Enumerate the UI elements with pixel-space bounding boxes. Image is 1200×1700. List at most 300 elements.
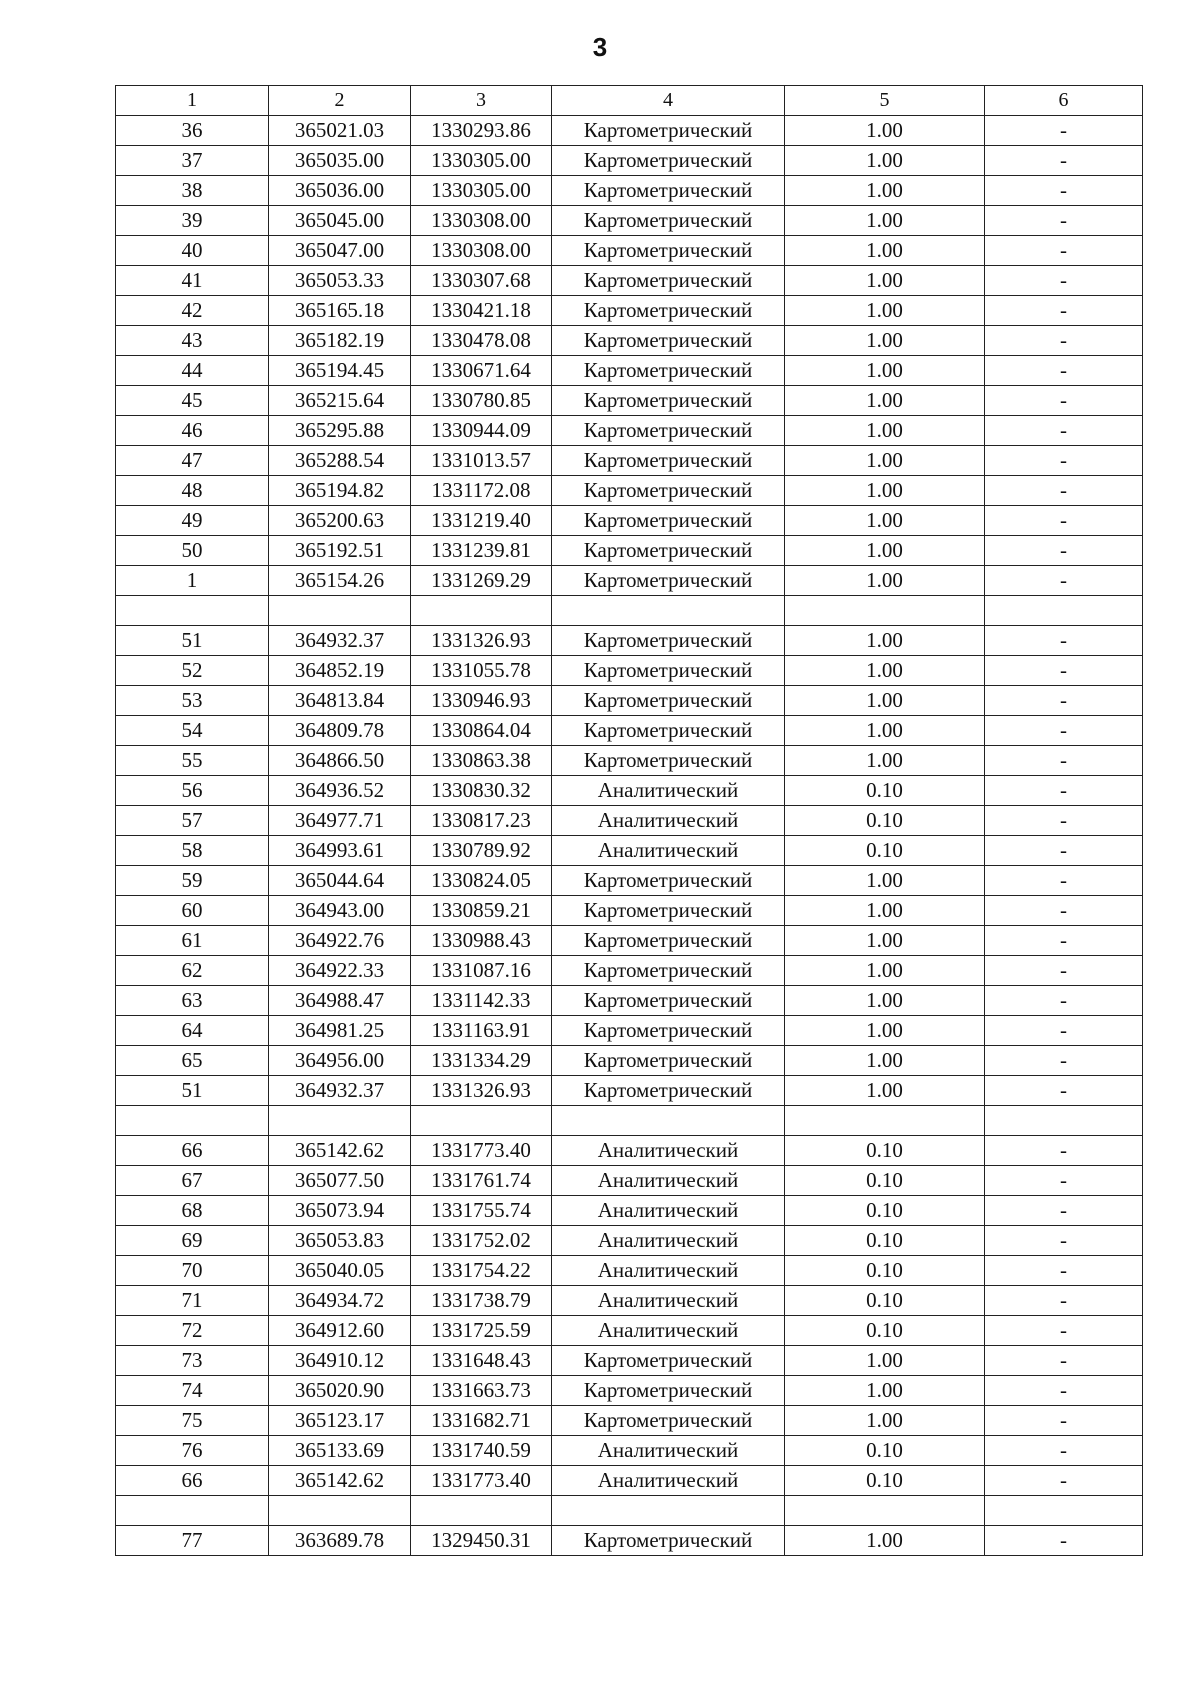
x-coordinate-cell: 365200.63: [269, 506, 411, 536]
y-coordinate-cell: 1330859.21: [411, 896, 552, 926]
table-row: [116, 176, 1143, 206]
point-number-cell: 64: [116, 1016, 269, 1046]
note-cell: [985, 596, 1143, 626]
method-cell: Картометрический: [552, 1526, 785, 1556]
point-number-cell: [116, 1496, 269, 1526]
accuracy-cell: 1.00: [785, 146, 985, 176]
x-coordinate-cell: 364922.76: [269, 926, 411, 956]
point-number-cell: 51: [116, 626, 269, 656]
method-cell: Картометрический: [552, 1076, 785, 1106]
x-coordinate-cell: 365073.94: [269, 1196, 411, 1226]
note-cell: -: [985, 836, 1143, 866]
y-coordinate-cell: 1330421.18: [411, 296, 552, 326]
note-cell: -: [985, 116, 1143, 146]
note-cell: -: [985, 1316, 1143, 1346]
point-number-cell: 75: [116, 1406, 269, 1436]
x-coordinate-cell: 364809.78: [269, 716, 411, 746]
note-cell: -: [985, 626, 1143, 656]
method-cell: Аналитический: [552, 1136, 785, 1166]
method-cell: Картометрический: [552, 626, 785, 656]
x-coordinate-cell: 365133.69: [269, 1436, 411, 1466]
y-coordinate-cell: 1331773.40: [411, 1136, 552, 1166]
y-coordinate-cell: 1329450.31: [411, 1526, 552, 1556]
table-row: [116, 236, 1143, 266]
table-row: [116, 1076, 1143, 1106]
y-coordinate-cell: 1330780.85: [411, 386, 552, 416]
accuracy-cell: 1.00: [785, 236, 985, 266]
method-cell: Картометрический: [552, 446, 785, 476]
column-header-6: 6: [985, 86, 1143, 116]
table-row: [116, 1046, 1143, 1076]
accuracy-cell: 1.00: [785, 356, 985, 386]
y-coordinate-cell: 1331773.40: [411, 1466, 552, 1496]
x-coordinate-cell: 364910.12: [269, 1346, 411, 1376]
y-coordinate-cell: 1330946.93: [411, 686, 552, 716]
y-coordinate-cell: [411, 1106, 552, 1136]
x-coordinate-cell: 364922.33: [269, 956, 411, 986]
accuracy-cell: 1.00: [785, 626, 985, 656]
method-cell: Картометрический: [552, 1016, 785, 1046]
point-number-cell: 65: [116, 1046, 269, 1076]
y-coordinate-cell: 1330305.00: [411, 146, 552, 176]
method-cell: Аналитический: [552, 1286, 785, 1316]
table-row: [116, 356, 1143, 386]
point-number-cell: 47: [116, 446, 269, 476]
x-coordinate-cell: 364852.19: [269, 656, 411, 686]
note-cell: -: [985, 986, 1143, 1016]
method-cell: Картометрический: [552, 416, 785, 446]
y-coordinate-cell: 1330824.05: [411, 866, 552, 896]
table-row: [116, 1466, 1143, 1496]
method-cell: Картометрический: [552, 986, 785, 1016]
x-coordinate-cell: 365215.64: [269, 386, 411, 416]
table-row: [116, 776, 1143, 806]
x-coordinate-cell: 365165.18: [269, 296, 411, 326]
note-cell: -: [985, 296, 1143, 326]
table-body: [116, 116, 1143, 1556]
note-cell: -: [985, 1226, 1143, 1256]
x-coordinate-cell: [269, 596, 411, 626]
accuracy-cell: 0.10: [785, 1136, 985, 1166]
point-number-cell: 60: [116, 896, 269, 926]
accuracy-cell: 0.10: [785, 776, 985, 806]
x-coordinate-cell: 365047.00: [269, 236, 411, 266]
accuracy-cell: 1.00: [785, 416, 985, 446]
accuracy-cell: 0.10: [785, 1226, 985, 1256]
method-cell: Картометрический: [552, 116, 785, 146]
table-row: [116, 1526, 1143, 1556]
method-cell: Аналитический: [552, 1436, 785, 1466]
table-header-row: [116, 86, 1143, 116]
accuracy-cell: [785, 596, 985, 626]
point-number-cell: 59: [116, 866, 269, 896]
table-row: [116, 1346, 1143, 1376]
note-cell: -: [985, 866, 1143, 896]
x-coordinate-cell: 365194.45: [269, 356, 411, 386]
y-coordinate-cell: [411, 1496, 552, 1526]
method-cell: Картометрический: [552, 866, 785, 896]
accuracy-cell: 0.10: [785, 1316, 985, 1346]
table-row: [116, 1166, 1143, 1196]
note-cell: -: [985, 1136, 1143, 1166]
note-cell: -: [985, 266, 1143, 296]
method-cell: Картометрический: [552, 266, 785, 296]
accuracy-cell: 0.10: [785, 1466, 985, 1496]
x-coordinate-cell: 365044.64: [269, 866, 411, 896]
point-number-cell: 71: [116, 1286, 269, 1316]
coordinates-table: [115, 85, 1143, 1556]
column-header-5: 5: [785, 86, 985, 116]
accuracy-cell: 1.00: [785, 716, 985, 746]
note-cell: -: [985, 896, 1143, 926]
method-cell: [552, 596, 785, 626]
note-cell: -: [985, 806, 1143, 836]
x-coordinate-cell: 365020.90: [269, 1376, 411, 1406]
accuracy-cell: 1.00: [785, 296, 985, 326]
point-number-cell: 55: [116, 746, 269, 776]
point-number-cell: 43: [116, 326, 269, 356]
point-number-cell: 53: [116, 686, 269, 716]
table-row: [116, 416, 1143, 446]
point-number-cell: 50: [116, 536, 269, 566]
point-number-cell: 70: [116, 1256, 269, 1286]
y-coordinate-cell: 1331163.91: [411, 1016, 552, 1046]
method-cell: [552, 1106, 785, 1136]
x-coordinate-cell: 365077.50: [269, 1166, 411, 1196]
note-cell: -: [985, 926, 1143, 956]
method-cell: Картометрический: [552, 296, 785, 326]
accuracy-cell: 1.00: [785, 476, 985, 506]
y-coordinate-cell: 1330308.00: [411, 206, 552, 236]
note-cell: -: [985, 1016, 1143, 1046]
x-coordinate-cell: 365194.82: [269, 476, 411, 506]
note-cell: -: [985, 1166, 1143, 1196]
column-header-3: 3: [411, 86, 552, 116]
x-coordinate-cell: [269, 1106, 411, 1136]
method-cell: Аналитический: [552, 1166, 785, 1196]
method-cell: Картометрический: [552, 386, 785, 416]
note-cell: -: [985, 506, 1143, 536]
accuracy-cell: 1.00: [785, 566, 985, 596]
method-cell: Картометрический: [552, 236, 785, 266]
accuracy-cell: 1.00: [785, 386, 985, 416]
table-row: [116, 1256, 1143, 1286]
point-number-cell: 56: [116, 776, 269, 806]
note-cell: -: [985, 1346, 1143, 1376]
y-coordinate-cell: [411, 596, 552, 626]
accuracy-cell: 1.00: [785, 176, 985, 206]
point-number-cell: 68: [116, 1196, 269, 1226]
accuracy-cell: 0.10: [785, 836, 985, 866]
accuracy-cell: 1.00: [785, 746, 985, 776]
accuracy-cell: 1.00: [785, 1346, 985, 1376]
table-row: [116, 626, 1143, 656]
point-number-cell: 52: [116, 656, 269, 686]
point-number-cell: [116, 596, 269, 626]
accuracy-cell: 1.00: [785, 1016, 985, 1046]
method-cell: Аналитический: [552, 1316, 785, 1346]
accuracy-cell: 1.00: [785, 1046, 985, 1076]
point-number-cell: 54: [116, 716, 269, 746]
point-number-cell: 44: [116, 356, 269, 386]
y-coordinate-cell: 1331334.29: [411, 1046, 552, 1076]
table-row: [116, 656, 1143, 686]
y-coordinate-cell: 1330307.68: [411, 266, 552, 296]
note-cell: -: [985, 716, 1143, 746]
table-row: [116, 536, 1143, 566]
method-cell: Картометрический: [552, 1346, 785, 1376]
method-cell: Картометрический: [552, 566, 785, 596]
table-row: [116, 746, 1143, 776]
method-cell: Картометрический: [552, 536, 785, 566]
table-row: [116, 266, 1143, 296]
x-coordinate-cell: 365154.26: [269, 566, 411, 596]
accuracy-cell: 1.00: [785, 1076, 985, 1106]
table-separator-row: [116, 1496, 1143, 1526]
x-coordinate-cell: 365021.03: [269, 116, 411, 146]
accuracy-cell: 1.00: [785, 1526, 985, 1556]
point-number-cell: 67: [116, 1166, 269, 1196]
accuracy-cell: 1.00: [785, 656, 985, 686]
point-number-cell: 46: [116, 416, 269, 446]
y-coordinate-cell: 1330293.86: [411, 116, 552, 146]
method-cell: Картометрический: [552, 506, 785, 536]
accuracy-cell: 1.00: [785, 896, 985, 926]
method-cell: Картометрический: [552, 926, 785, 956]
accuracy-cell: 1.00: [785, 116, 985, 146]
method-cell: Картометрический: [552, 176, 785, 206]
method-cell: Картометрический: [552, 686, 785, 716]
y-coordinate-cell: 1330830.32: [411, 776, 552, 806]
y-coordinate-cell: 1331761.74: [411, 1166, 552, 1196]
y-coordinate-cell: 1331752.02: [411, 1226, 552, 1256]
x-coordinate-cell: 364912.60: [269, 1316, 411, 1346]
y-coordinate-cell: 1331755.74: [411, 1196, 552, 1226]
note-cell: -: [985, 1196, 1143, 1226]
y-coordinate-cell: 1331055.78: [411, 656, 552, 686]
y-coordinate-cell: 1331172.08: [411, 476, 552, 506]
accuracy-cell: 1.00: [785, 1376, 985, 1406]
y-coordinate-cell: 1331219.40: [411, 506, 552, 536]
point-number-cell: 48: [116, 476, 269, 506]
table-row: [116, 146, 1143, 176]
y-coordinate-cell: 1331239.81: [411, 536, 552, 566]
method-cell: Картометрический: [552, 716, 785, 746]
table-row: [116, 1196, 1143, 1226]
method-cell: Картометрический: [552, 1046, 785, 1076]
point-number-cell: 66: [116, 1136, 269, 1166]
point-number-cell: 61: [116, 926, 269, 956]
table-row: [116, 836, 1143, 866]
accuracy-cell: 1.00: [785, 446, 985, 476]
note-cell: -: [985, 956, 1143, 986]
note-cell: -: [985, 176, 1143, 206]
point-number-cell: 69: [116, 1226, 269, 1256]
y-coordinate-cell: 1330308.00: [411, 236, 552, 266]
method-cell: Картометрический: [552, 1376, 785, 1406]
x-coordinate-cell: 365045.00: [269, 206, 411, 236]
y-coordinate-cell: 1331738.79: [411, 1286, 552, 1316]
note-cell: -: [985, 206, 1143, 236]
point-number-cell: 37: [116, 146, 269, 176]
page-number: 3: [592, 32, 608, 62]
point-number-cell: 63: [116, 986, 269, 1016]
y-coordinate-cell: 1330988.43: [411, 926, 552, 956]
accuracy-cell: 1.00: [785, 536, 985, 566]
point-number-cell: 72: [116, 1316, 269, 1346]
accuracy-cell: 0.10: [785, 1196, 985, 1226]
method-cell: Картометрический: [552, 146, 785, 176]
method-cell: Аналитический: [552, 776, 785, 806]
x-coordinate-cell: [269, 1496, 411, 1526]
note-cell: [985, 1496, 1143, 1526]
point-number-cell: 66: [116, 1466, 269, 1496]
note-cell: -: [985, 1376, 1143, 1406]
x-coordinate-cell: 364932.37: [269, 1076, 411, 1106]
x-coordinate-cell: 364934.72: [269, 1286, 411, 1316]
note-cell: -: [985, 416, 1143, 446]
y-coordinate-cell: 1330944.09: [411, 416, 552, 446]
method-cell: Картометрический: [552, 746, 785, 776]
table-row: [116, 476, 1143, 506]
table-row: [116, 326, 1143, 356]
accuracy-cell: 1.00: [785, 206, 985, 236]
x-coordinate-cell: 365053.83: [269, 1226, 411, 1256]
y-coordinate-cell: 1330305.00: [411, 176, 552, 206]
table-row: [116, 1376, 1143, 1406]
y-coordinate-cell: 1331663.73: [411, 1376, 552, 1406]
note-cell: -: [985, 656, 1143, 686]
accuracy-cell: 1.00: [785, 326, 985, 356]
note-cell: [985, 1106, 1143, 1136]
note-cell: -: [985, 566, 1143, 596]
note-cell: -: [985, 1436, 1143, 1466]
x-coordinate-cell: 365040.05: [269, 1256, 411, 1286]
point-number-cell: 40: [116, 236, 269, 266]
note-cell: -: [985, 236, 1143, 266]
accuracy-cell: 1.00: [785, 506, 985, 536]
point-number-cell: 36: [116, 116, 269, 146]
point-number-cell: [116, 1106, 269, 1136]
coordinates-table-wrapper: [115, 85, 1143, 1556]
table-separator-row: [116, 1106, 1143, 1136]
y-coordinate-cell: 1330478.08: [411, 326, 552, 356]
table-row: [116, 1406, 1143, 1436]
y-coordinate-cell: 1331013.57: [411, 446, 552, 476]
note-cell: -: [985, 386, 1143, 416]
x-coordinate-cell: 364956.00: [269, 1046, 411, 1076]
table-row: [116, 1286, 1143, 1316]
x-coordinate-cell: 364977.71: [269, 806, 411, 836]
y-coordinate-cell: 1331648.43: [411, 1346, 552, 1376]
table-row: [116, 686, 1143, 716]
table-row: [116, 866, 1143, 896]
y-coordinate-cell: 1331740.59: [411, 1436, 552, 1466]
point-number-cell: 76: [116, 1436, 269, 1466]
accuracy-cell: [785, 1106, 985, 1136]
x-coordinate-cell: 365142.62: [269, 1466, 411, 1496]
method-cell: Аналитический: [552, 806, 785, 836]
method-cell: Картометрический: [552, 1406, 785, 1436]
table-row: [116, 896, 1143, 926]
accuracy-cell: 1.00: [785, 686, 985, 716]
y-coordinate-cell: 1330863.38: [411, 746, 552, 776]
x-coordinate-cell: 365123.17: [269, 1406, 411, 1436]
note-cell: -: [985, 326, 1143, 356]
x-coordinate-cell: 364981.25: [269, 1016, 411, 1046]
y-coordinate-cell: 1331087.16: [411, 956, 552, 986]
note-cell: -: [985, 1076, 1143, 1106]
x-coordinate-cell: 364943.00: [269, 896, 411, 926]
method-cell: Картометрический: [552, 356, 785, 386]
point-number-cell: 38: [116, 176, 269, 206]
point-number-cell: 62: [116, 956, 269, 986]
point-number-cell: 57: [116, 806, 269, 836]
x-coordinate-cell: 364993.61: [269, 836, 411, 866]
y-coordinate-cell: 1330817.23: [411, 806, 552, 836]
table-row: [116, 956, 1143, 986]
x-coordinate-cell: 365036.00: [269, 176, 411, 206]
point-number-cell: 41: [116, 266, 269, 296]
point-number-cell: 45: [116, 386, 269, 416]
column-header-4: 4: [552, 86, 785, 116]
accuracy-cell: 1.00: [785, 266, 985, 296]
table-row: [116, 116, 1143, 146]
note-cell: -: [985, 1286, 1143, 1316]
note-cell: -: [985, 356, 1143, 386]
x-coordinate-cell: 365192.51: [269, 536, 411, 566]
method-cell: Аналитический: [552, 836, 785, 866]
y-coordinate-cell: 1331269.29: [411, 566, 552, 596]
y-coordinate-cell: 1330671.64: [411, 356, 552, 386]
column-header-1: 1: [116, 86, 269, 116]
table-row: [116, 926, 1143, 956]
method-cell: Аналитический: [552, 1226, 785, 1256]
note-cell: -: [985, 776, 1143, 806]
table-row: [116, 506, 1143, 536]
table-separator-row: [116, 596, 1143, 626]
note-cell: -: [985, 686, 1143, 716]
note-cell: -: [985, 746, 1143, 776]
accuracy-cell: 0.10: [785, 1436, 985, 1466]
table-row: [116, 1016, 1143, 1046]
method-cell: Картометрический: [552, 206, 785, 236]
table-row: [116, 1436, 1143, 1466]
x-coordinate-cell: 365035.00: [269, 146, 411, 176]
x-coordinate-cell: 363689.78: [269, 1526, 411, 1556]
table-row: [116, 1136, 1143, 1166]
y-coordinate-cell: 1330789.92: [411, 836, 552, 866]
accuracy-cell: 0.10: [785, 1286, 985, 1316]
x-coordinate-cell: 365288.54: [269, 446, 411, 476]
x-coordinate-cell: 364932.37: [269, 626, 411, 656]
table-row: [116, 1226, 1143, 1256]
y-coordinate-cell: 1330864.04: [411, 716, 552, 746]
accuracy-cell: 0.10: [785, 1166, 985, 1196]
method-cell: Картометрический: [552, 956, 785, 986]
accuracy-cell: 0.10: [785, 1256, 985, 1286]
x-coordinate-cell: 364866.50: [269, 746, 411, 776]
accuracy-cell: 1.00: [785, 926, 985, 956]
table-row: [116, 446, 1143, 476]
point-number-cell: 73: [116, 1346, 269, 1376]
y-coordinate-cell: 1331682.71: [411, 1406, 552, 1436]
accuracy-cell: 0.10: [785, 806, 985, 836]
note-cell: -: [985, 1046, 1143, 1076]
accuracy-cell: [785, 1496, 985, 1526]
point-number-cell: 49: [116, 506, 269, 536]
point-number-cell: 42: [116, 296, 269, 326]
